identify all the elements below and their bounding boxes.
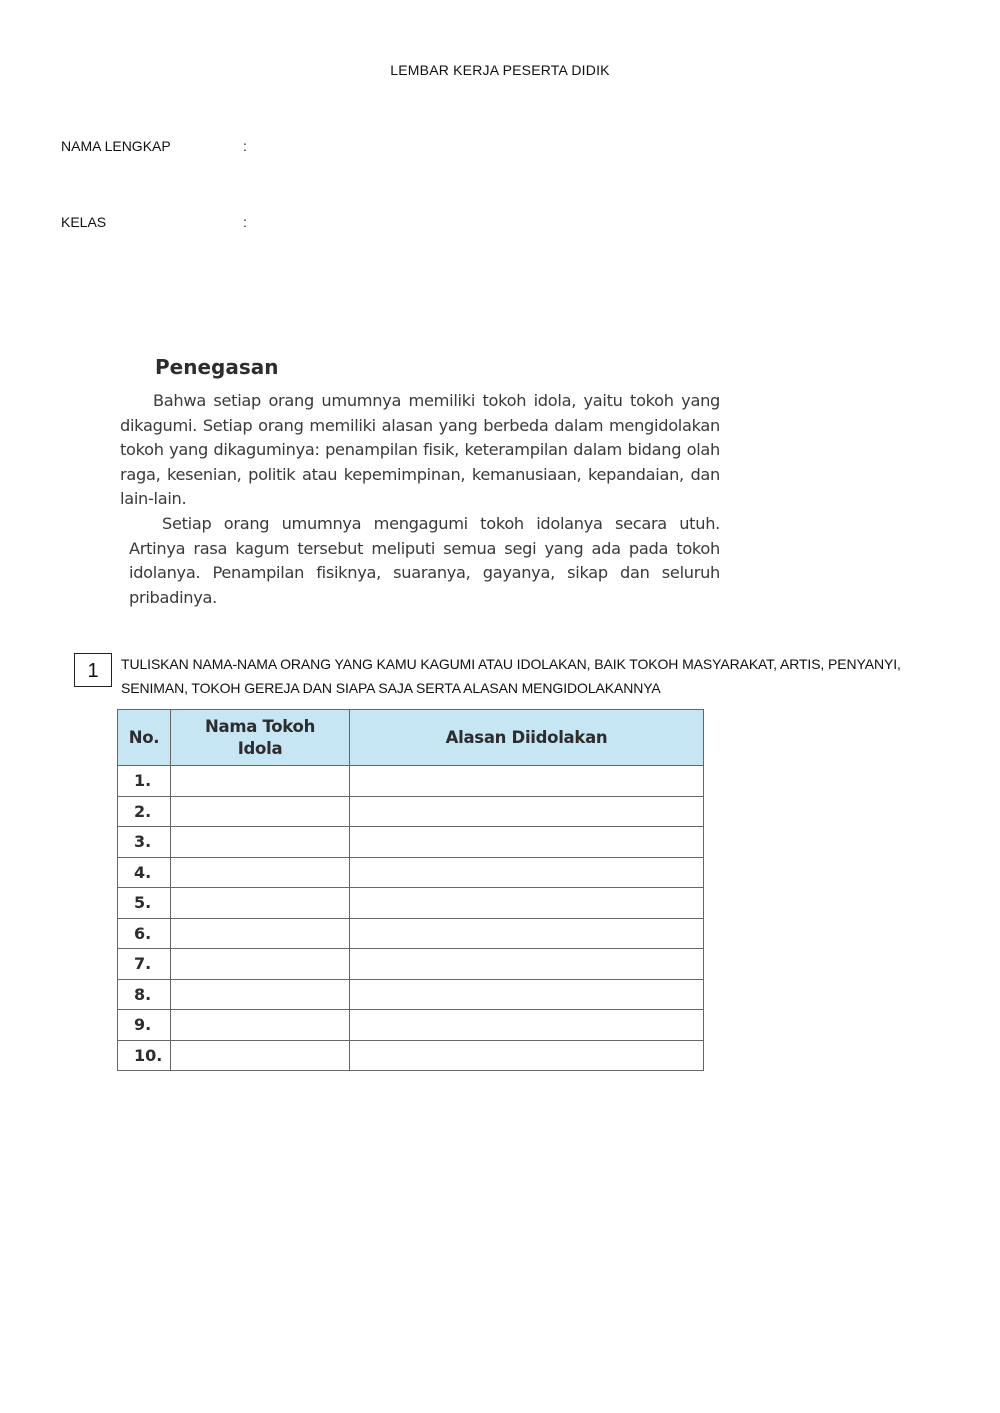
- table-row: [118, 766, 704, 797]
- row-number: 10.: [118, 1040, 171, 1071]
- table-row: [118, 918, 704, 949]
- penegasan-paragraph-2: Setiap orang umumnya mengagumi tokoh idolanya secara utuh. Artinya rasa kagum tersebut meliputi semua segi yang ada pada tokoh idolanya. Penampilan fisiknya, suaranya, gayanya, sikap dan seluruh pribadinya.: [129, 513, 720, 607]
- row-number: 1.: [118, 766, 171, 797]
- penegasan-section: [120, 355, 720, 610]
- kelas-field: [61, 214, 263, 230]
- table-row: [118, 949, 704, 980]
- nama-tokoh-cell[interactable]: [171, 979, 350, 1010]
- header-no: No.: [118, 710, 171, 766]
- header-nama-line2: Idola: [237, 738, 283, 758]
- row-number: 6.: [118, 918, 171, 949]
- row-number: 8.: [118, 979, 171, 1010]
- table-row: [118, 888, 704, 919]
- nama-tokoh-cell[interactable]: [171, 827, 350, 858]
- table-row: [118, 1040, 704, 1071]
- header-alasan: Alasan Diidolakan: [350, 710, 704, 766]
- page-title: LEMBAR KERJA PESERTA DIDIK: [390, 62, 610, 78]
- alasan-cell[interactable]: [350, 979, 704, 1010]
- question-number-box: 1: [74, 653, 112, 687]
- alasan-cell[interactable]: [350, 918, 704, 949]
- nama-tokoh-cell[interactable]: [171, 766, 350, 797]
- nama-tokoh-cell[interactable]: [171, 949, 350, 980]
- nama-tokoh-cell[interactable]: [171, 918, 350, 949]
- penegasan-paragraph-1: Bahwa setiap orang umumnya memiliki tokoh idola, yaitu tokoh yang dikagumi. Setiap orang memiliki alasan yang berbeda dalam mengidolakan tokoh yang dikaguminya: penampilan fisik, keterampilan dalam bidang olah raga, kesenian, politik atau kepemimpinan, kemanusiaan, kepandaian, dan lain-lain.: [120, 391, 720, 509]
- row-number: 4.: [118, 857, 171, 888]
- nama-tokoh-cell[interactable]: [171, 1010, 350, 1041]
- alasan-cell[interactable]: [350, 1010, 704, 1041]
- nama-lengkap-field: [61, 138, 263, 154]
- row-number: 9.: [118, 1010, 171, 1041]
- nama-lengkap-colon: :: [243, 138, 247, 154]
- row-number: 5.: [118, 888, 171, 919]
- header-nama-tokoh: [171, 710, 350, 766]
- table-row: [118, 979, 704, 1010]
- alasan-cell[interactable]: [350, 796, 704, 827]
- table-row: [118, 796, 704, 827]
- table-header-row: [118, 710, 704, 766]
- alasan-cell[interactable]: [350, 857, 704, 888]
- table-row: [118, 1010, 704, 1041]
- nama-tokoh-cell[interactable]: [171, 796, 350, 827]
- alasan-cell[interactable]: [350, 949, 704, 980]
- question-text: TULISKAN NAMA-NAMA ORANG YANG KAMU KAGUMI ATAU IDOLAKAN, BAIK TOKOH MASYARAKAT, ARTIS, PENYANYI, SENIMAN, TOKOH GEREJA DAN SIAPA SAJA SERTA ALASAN MENGIDOLAKANNYA: [121, 656, 901, 696]
- nama-tokoh-cell[interactable]: [171, 888, 350, 919]
- alasan-cell[interactable]: [350, 827, 704, 858]
- idol-table: [117, 709, 704, 1071]
- kelas-label: KELAS: [61, 214, 107, 230]
- penegasan-heading: Penegasan: [155, 355, 279, 379]
- row-number: 7.: [118, 949, 171, 980]
- nama-tokoh-cell[interactable]: [171, 1040, 350, 1071]
- alasan-cell[interactable]: [350, 766, 704, 797]
- kelas-colon: :: [243, 214, 247, 230]
- nama-lengkap-label: NAMA LENGKAP: [61, 138, 171, 154]
- table-row: [118, 857, 704, 888]
- alasan-cell[interactable]: [350, 1040, 704, 1071]
- row-number: 3.: [118, 827, 171, 858]
- alasan-cell[interactable]: [350, 888, 704, 919]
- nama-tokoh-cell[interactable]: [171, 857, 350, 888]
- table-row: [118, 827, 704, 858]
- header-nama-line1: Nama Tokoh: [204, 716, 316, 736]
- row-number: 2.: [118, 796, 171, 827]
